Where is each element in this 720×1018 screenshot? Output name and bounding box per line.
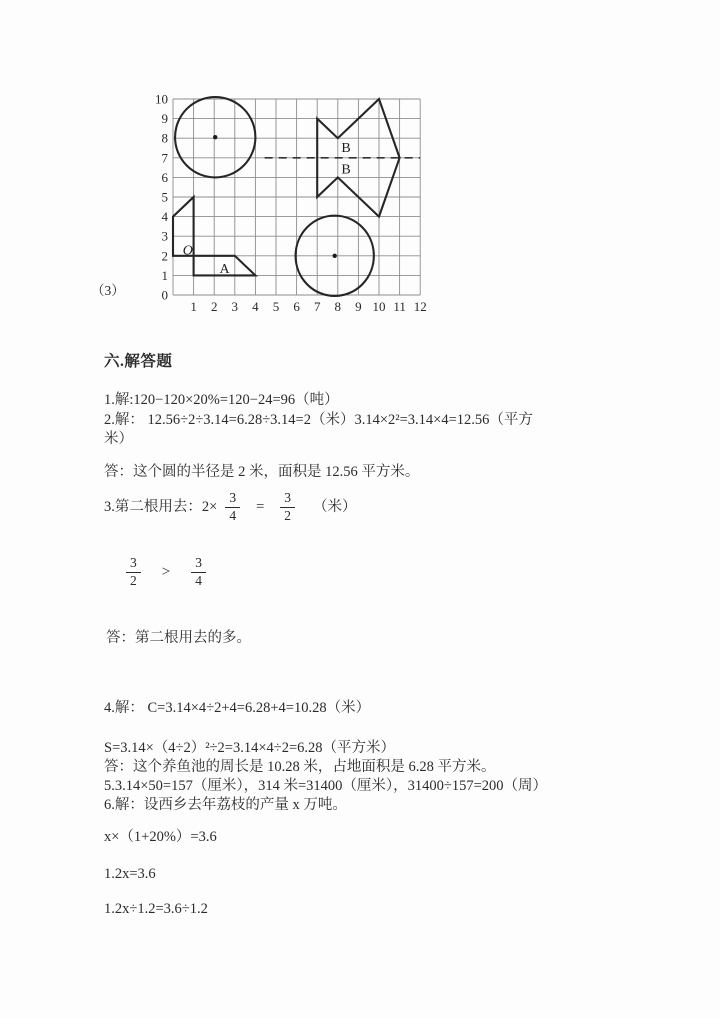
answer-2-reply: 答：这个圆的半径是 2 米，面积是 12.56 平方米。 [104,464,420,480]
answer-5: 5.3.14×50=157（厘米），314 米=31400（厘米），31400÷157=200（周） [104,778,548,794]
section-heading: 六.解答题 [104,353,173,370]
answer-6-line-3: 1.2x=3.6 [104,866,156,882]
answer-2-line-2: 米） [104,431,133,447]
svg-text:12: 12 [413,299,427,314]
geometry-figure [85,82,445,324]
fraction-numerator: 3 [126,556,141,572]
answer-3-comparison [126,552,206,592]
svg-text:2: 2 [210,299,218,314]
svg-text:5: 5 [161,189,168,205]
svg-text:5: 5 [272,299,280,314]
answer-3-prefix: 3.第二根用去：2× [104,498,218,515]
svg-text:1: 1 [161,267,168,283]
svg-text:B: B [341,162,351,178]
svg-text:6: 6 [293,299,300,314]
fraction-three-fourths [191,556,206,587]
svg-text:4: 4 [252,299,259,314]
svg-text:3: 3 [161,228,168,244]
svg-text:7: 7 [313,299,321,314]
fraction-denominator: 4 [229,507,237,523]
answer-6-line-4: 1.2x÷1.2=3.6÷1.2 [104,901,208,917]
svg-text:6: 6 [161,169,168,185]
svg-text:3: 3 [231,299,239,314]
svg-text:A: A [219,261,230,277]
answer-4-line-2: S=3.14×（4÷2）²÷2=3.14×4÷2=6.28（平方米） [104,740,396,756]
svg-text:4: 4 [161,209,168,225]
answer-6-line-2: x×（1+20%）=3.6 [104,829,217,845]
answer-1: 1.解:120−120×20%=120−24=96（吨） [104,392,339,408]
fraction-three-fourths [225,491,240,522]
answer-6-line-1: 6.解：设西乡去年荔枝的产量 x 万吨。 [104,797,347,813]
answer-3-reply: 答：第二根用去的多。 [106,630,251,646]
fraction-denominator: 2 [130,572,137,588]
greater-than-sign: > [161,563,171,580]
svg-text:8: 8 [334,299,342,314]
svg-text:8: 8 [161,130,168,146]
fraction-numerator: 3 [280,491,295,507]
grid-plot [85,82,445,324]
svg-text:2: 2 [161,248,168,264]
equals-sign: = [256,498,265,515]
fraction-numerator: 3 [191,556,206,572]
fraction-denominator: 2 [284,507,291,523]
svg-text:10: 10 [372,299,386,314]
svg-text:0: 0 [161,287,168,303]
svg-text:11: 11 [393,299,406,314]
answer-3-equation [104,487,357,527]
fraction-numerator: 3 [225,491,240,507]
fraction-denominator: 4 [195,572,202,588]
svg-text:9: 9 [355,299,362,314]
answer-4-line-1: 4.解： C=3.14×4÷2+4=6.28+4=10.28（米） [104,700,371,716]
svg-text:1: 1 [190,299,197,314]
answer-2-line-1: 2.解： 12.56÷2÷3.14=6.28÷3.14=2（米）3.14×2²=3.14×4=12.56（平方 [104,412,533,428]
svg-text:B: B [341,141,351,157]
answer-4-reply: 答：这个养鱼池的周长是 10.28 米，占地面积是 6.28 平方米。 [104,759,496,775]
svg-text:10: 10 [155,91,168,107]
svg-text:7: 7 [161,150,168,166]
answer-3-unit: （米） [313,498,357,515]
figure-caption: （3） [91,283,125,298]
fraction-three-halves [280,491,295,522]
fraction-three-halves [126,556,141,587]
svg-text:9: 9 [161,111,168,127]
svg-text:O: O [182,243,193,259]
